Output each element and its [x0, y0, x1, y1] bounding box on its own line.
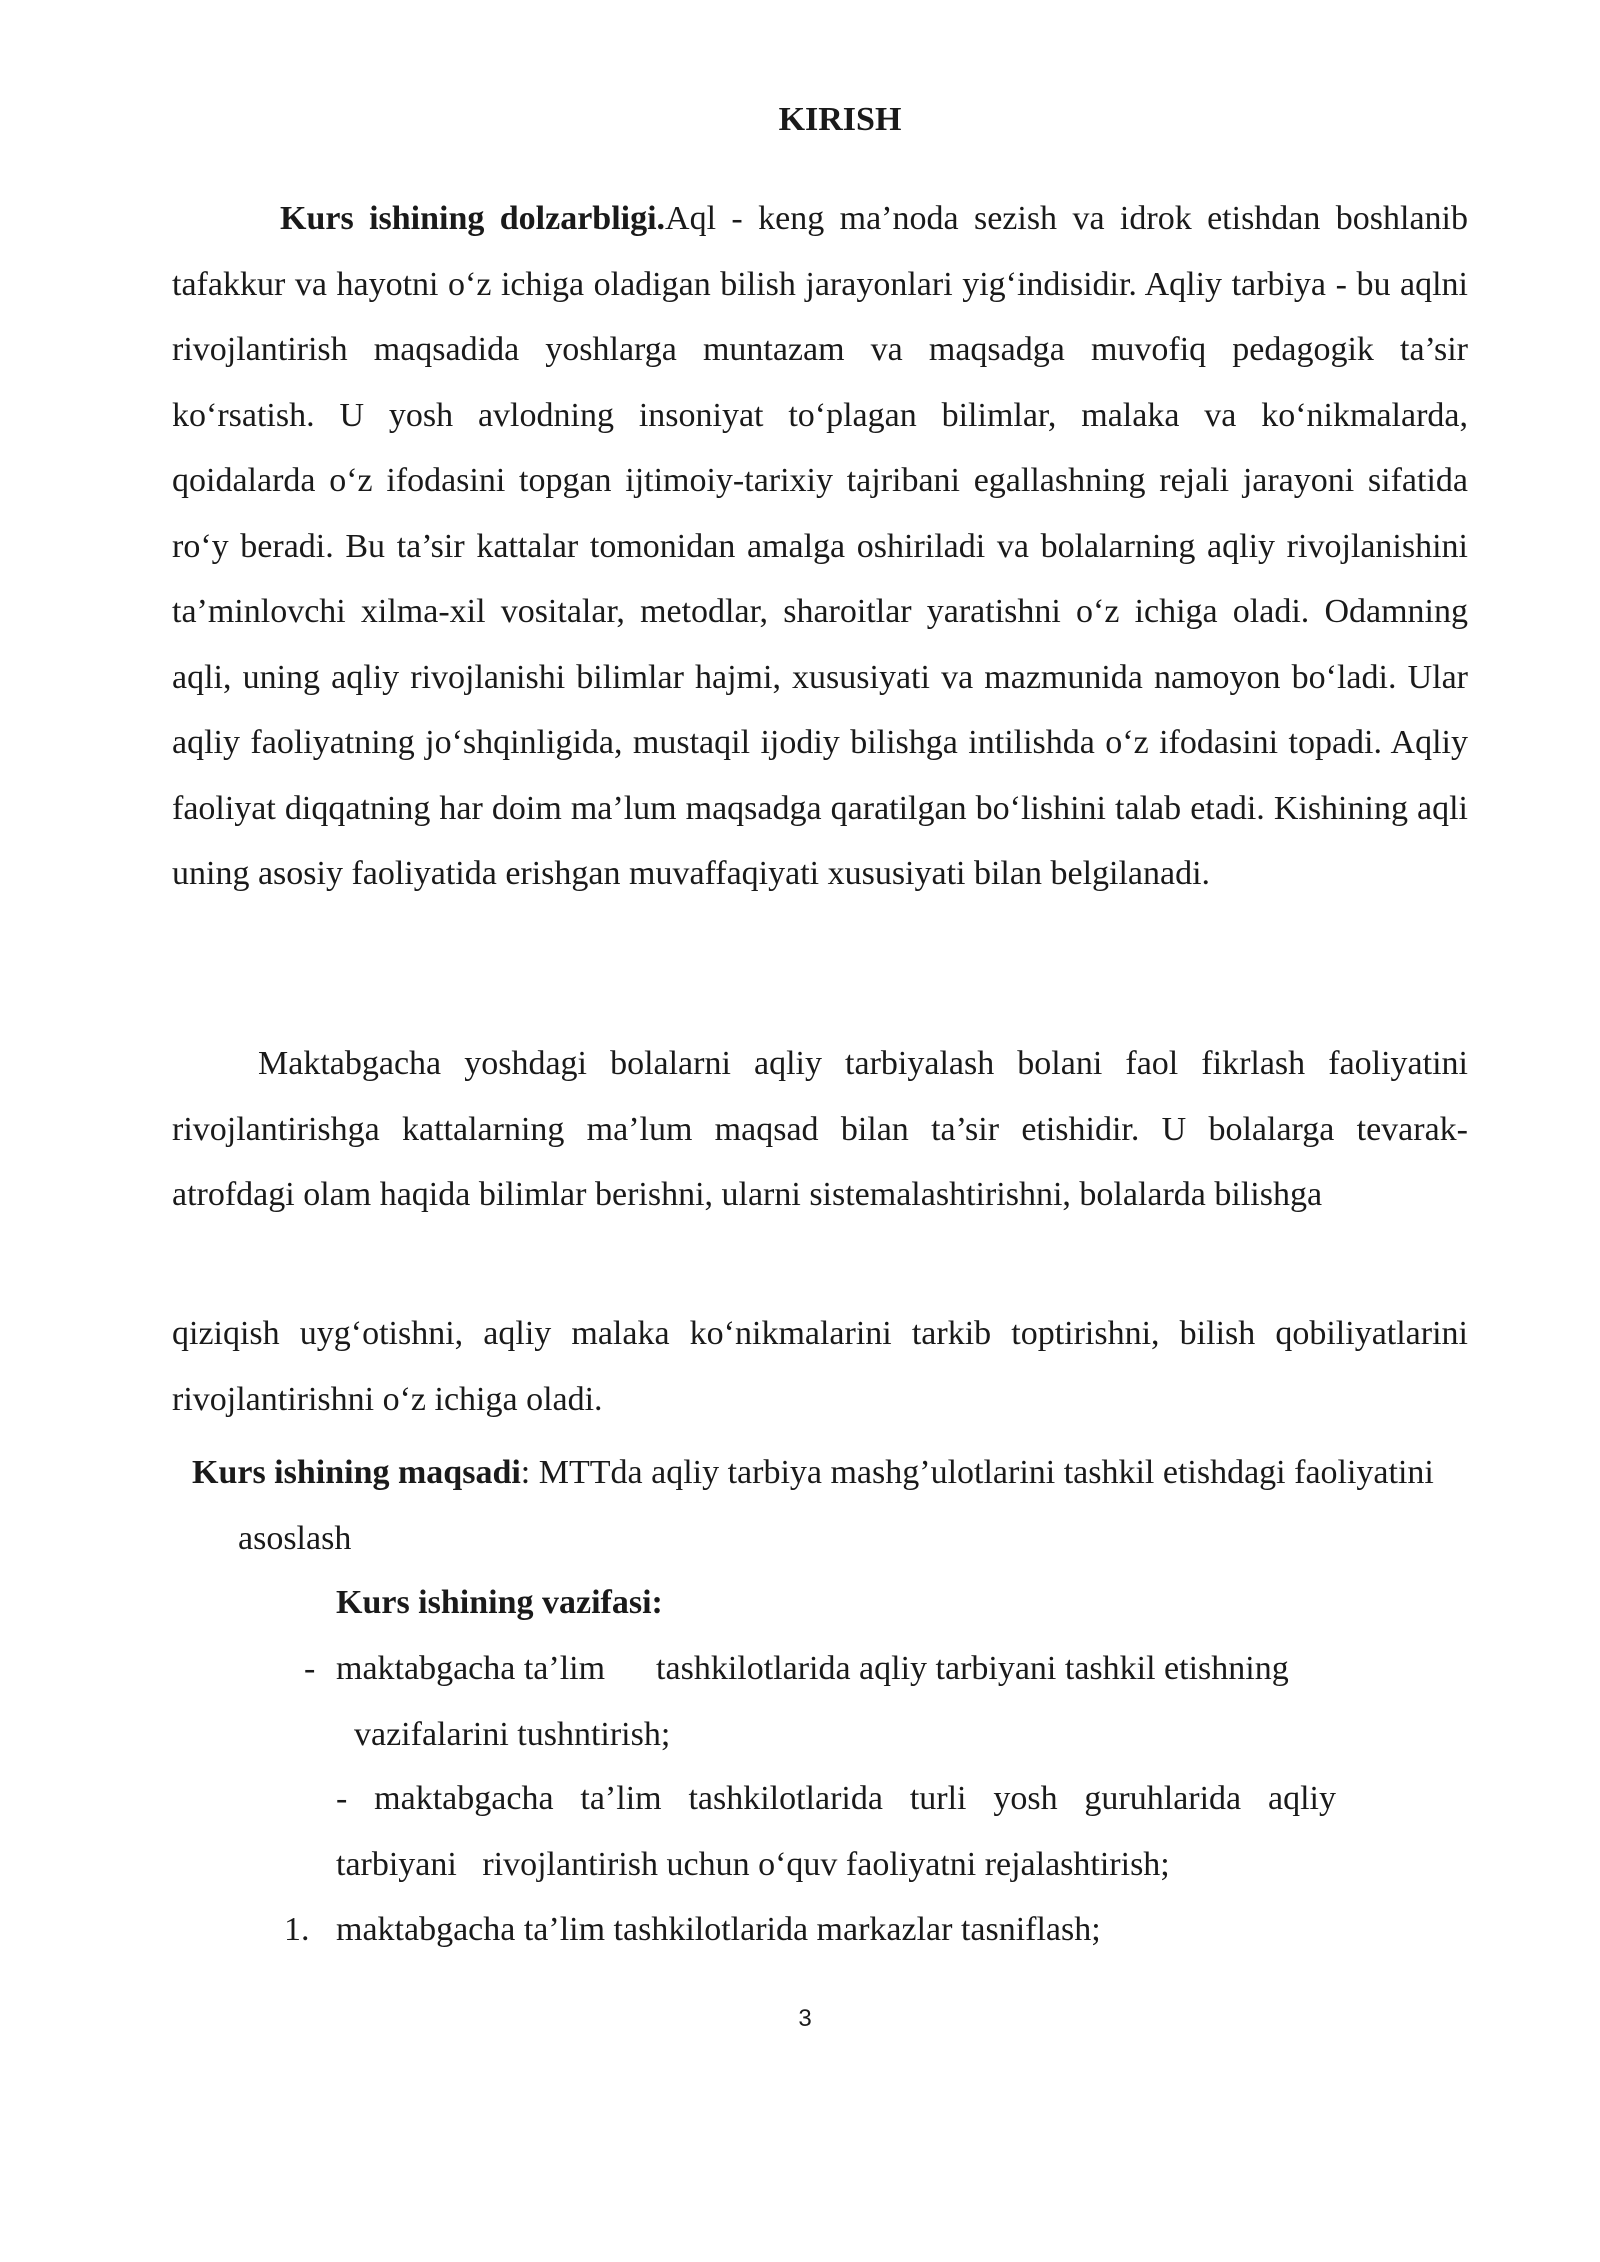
task-item-1-line1: maktabgacha ta’lim tashkilotlarida aqliy tarbiyani tashkil etishning: [336, 1650, 1289, 1687]
task-item-3: [284, 1897, 1424, 1963]
task-item-1: [304, 1636, 1424, 1767]
goal-paragraph: [192, 1440, 1538, 1571]
task-item-3-marker: 1.: [284, 1911, 310, 1948]
task-item-2: - maktabgacha ta’lim tashkilotlarida turli yosh guruhlarida aqliy tarbiyani rivojlantirish uchun o‘quv faoliyatni rejalashtirish;: [336, 1780, 1345, 1883]
task-item-1-marker: -: [304, 1650, 316, 1687]
goal-label: Kurs ishining maqsadi: [192, 1454, 521, 1491]
paragraph-2: Maktabgacha yoshdagi bolalarni aqliy tarbiyalash bolani faol fikrlash faoliyatini rivojlantirishga kattalarning ma’lum maqsad bilan ta’sir etishidir. U bolalarga tevarak- atrofdagi olam haqida bilimlar berishni, ularni sistemalashtirishni, bolalarda bilishga: [172, 1045, 1468, 1213]
intro-paragraph: [172, 186, 1468, 907]
goal-text: : MTTda aqliy tarbiya mashg’ulotlarini tashkil etishdagi faoliyatini asoslash: [238, 1454, 1434, 1557]
task-item-1-line2: vazifalarini tushntirish;: [354, 1715, 671, 1753]
intro-text: Aql - keng ma’noda sezish va idrok etishdan boshlanib tafakkur va hayotni o‘z ichiga oladigan bilish jarayonlari yig‘indisidir. Aqliy tarbiya - bu aqlni rivojlantirish maqsadida yoshlarga muntazam va maqsadga muvofiq pedagogik ta’sir ko‘rsatish. U yosh avlodning insoniyat to‘plagan bilimlar, malaka va ko‘nikmalarda, qoidalarda o‘z ifodasini topgan ijtimoiy-tarixiy tajribani egallashning rejali jarayoni sifatida ro‘y beradi. Bu ta’sir kattalar tomonidan amalga oshiriladi va bolalarning aqliy rivojlanishini ta’minlovchi xilma-xil vositalar, metodlar, sharoitlar yaratishni o‘z ichiga oladi. Odamning aqli, uning aqliy rivojlanishi bilimlar hajmi, xususiyati va mazmunida namoyon bo‘ladi. Ular aqliy faoliyatning jo‘shqinligida, mustaqil ijodiy bilishga intilishda o‘z ifodasini topadi. Aqliy faoliyat diqqatning har doim ma’lum maqsadga qaratilgan bo‘lishini talab etadi. Kishining aqli uning asosiy faoliyatida erishgan muvaffaqiyati xususiyati bilan belgilanadi.: [172, 200, 1468, 892]
task-item-3-text: maktabgacha ta’lim tashkilotlarida markazlar tasniflash;: [336, 1911, 1101, 1948]
tasks-heading: Kurs ishining vazifasi:: [336, 1584, 663, 1621]
page-number: 3: [798, 2005, 812, 2032]
page-title: KIRISH: [778, 101, 902, 138]
paragraph-3: qiziqish uyg‘otishni, aqliy malaka ko‘nikmalarini tarkib toptirishni, bilish qobiliyatlarini rivojlantirishni o‘z ichiga oladi.: [172, 1315, 1468, 1418]
intro-lead: Kurs ishining dolzarbligi.: [280, 200, 666, 237]
